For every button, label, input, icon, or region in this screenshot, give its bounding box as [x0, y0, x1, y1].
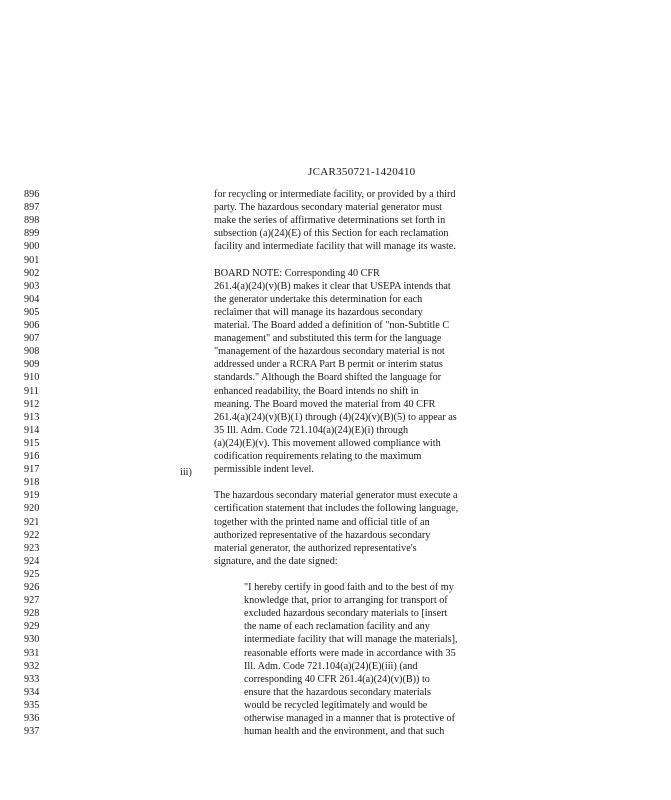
line-text: Ill. Adm. Code 721.104(a)(24)(E)(iii) (and — [244, 660, 418, 672]
line-number: 904 — [24, 293, 40, 305]
line-number: 913 — [24, 411, 40, 423]
line-number: 929 — [24, 621, 40, 633]
line-number: 915 — [24, 437, 40, 449]
line-number: 912 — [24, 398, 40, 410]
line-number: 924 — [24, 555, 40, 567]
line-number: 908 — [24, 346, 40, 358]
line-number: 901 — [24, 254, 40, 266]
line-number: 925 — [24, 568, 40, 580]
line-text: permissible indent level. — [214, 464, 314, 476]
line-number: 930 — [24, 634, 40, 646]
line-text: "management of the hazardous secondary material is not — [214, 346, 445, 358]
line-number: 914 — [24, 424, 40, 436]
subsection-marker: iii) — [180, 467, 192, 478]
line-text: enhanced readability, the Board intends no shift in — [214, 385, 419, 397]
line-number: 922 — [24, 529, 40, 541]
line-number: 920 — [24, 503, 40, 515]
line-text: 35 Ill. Adm. Code 721.104(a)(24)(E)(i) through — [214, 424, 409, 436]
line-text: (a)(24)(E)(v). This movement allowed compliance with — [214, 437, 441, 449]
line-text: ensure that the hazardous secondary materials — [244, 686, 431, 698]
line-number: 907 — [24, 333, 40, 345]
line-text: meaning. The Board moved the material from 40 CFR — [214, 398, 436, 410]
line-text: material generator, the authorized representative's — [214, 542, 417, 554]
line-text: for recycling or intermediate facility, or provided by a third — [214, 189, 456, 200]
line-number: 927 — [24, 595, 40, 607]
line-text: authorized representative of the hazardous secondary — [214, 529, 431, 541]
line-text: signature, and the date signed: — [214, 555, 338, 567]
line-number: 936 — [24, 713, 40, 724]
line-number: 911 — [24, 385, 39, 397]
line-number: 903 — [24, 280, 40, 292]
line-number: 926 — [24, 582, 40, 593]
line-text: 261.4(a)(24)(v)(B) makes it clear that USEPA intends that — [214, 280, 451, 292]
line-text: make the series of affirmative determinations set forth in — [214, 215, 446, 227]
line-text: reclaimer that will manage its hazardous secondary — [214, 306, 423, 318]
line-text: knowledge that, prior to arranging for transport of — [244, 595, 448, 607]
line-text: reasonable efforts were made in accordance with 35 — [244, 647, 456, 659]
line-text: facility and intermediate facility that will manage its waste. — [214, 241, 456, 253]
page-header: JCAR350721-1420410 — [308, 166, 416, 178]
line-text: intermediate facility that will manage the materials], — [244, 634, 458, 646]
line-text: would be recycled legitimately and would be — [244, 699, 428, 711]
line-text: BOARD NOTE: Corresponding 40 CFR — [214, 267, 380, 279]
line-number: 918 — [24, 477, 40, 489]
line-number: 919 — [24, 490, 40, 502]
line-text: subsection (a)(24)(E) of this Section for each reclamation — [214, 228, 449, 240]
line-text: 261.4(a)(24)(v)(B)(1) through (4)(24)(v)(B)(5) to appear as — [214, 411, 457, 423]
line-number: 899 — [24, 228, 40, 240]
line-number: 902 — [24, 267, 40, 279]
line-text: otherwise managed in a manner that is protective of — [244, 713, 456, 724]
line-text: codification requirements relating to the maximum — [214, 451, 422, 462]
line-text: standards." Although the Board shifted the language for — [214, 372, 442, 384]
line-text: management" and substituted this term for the language — [214, 333, 442, 345]
line-number: 905 — [24, 306, 40, 318]
line-number: 935 — [24, 699, 40, 711]
line-text: certification statement that includes the following language, — [214, 503, 459, 515]
line-number: 931 — [24, 647, 40, 659]
line-number: 921 — [24, 516, 40, 528]
line-number: 932 — [24, 660, 40, 672]
line-number: 937 — [24, 726, 40, 738]
line-text: together with the printed name and official title of an — [214, 516, 430, 528]
line-text: "I hereby certify in good faith and to the best of my — [244, 582, 454, 593]
line-text: excluded hazardous secondary materials to [insert — [244, 608, 448, 620]
line-text: the generator undertake this determination for each — [214, 293, 423, 305]
line-number: 906 — [24, 320, 40, 331]
line-number: 928 — [24, 608, 40, 620]
line-text: party. The hazardous secondary material generator must — [214, 202, 442, 214]
line-number: 909 — [24, 359, 40, 371]
line-text: addressed under a RCRA Part B permit or interim status — [214, 359, 443, 371]
line-text: human health and the environment, and that such — [244, 726, 445, 738]
line-number: 900 — [24, 241, 40, 253]
line-number: 896 — [24, 189, 40, 200]
line-number: 933 — [24, 673, 40, 685]
line-number: 898 — [24, 215, 40, 227]
line-number: 934 — [24, 686, 40, 698]
line-text: the name of each reclamation facility and any — [244, 621, 430, 633]
line-text: The hazardous secondary material generator must execute a — [214, 490, 458, 502]
line-number: 916 — [24, 451, 40, 462]
line-text: material. The Board added a definition of "non-Subtitle C — [214, 320, 450, 331]
line-number: 910 — [24, 372, 40, 384]
line-number: 917 — [24, 464, 40, 476]
line-number: 897 — [24, 202, 40, 214]
line-number: 923 — [24, 542, 40, 554]
line-text: corresponding 40 CFR 261.4(a)(24)(v)(B)) to — [244, 673, 430, 685]
